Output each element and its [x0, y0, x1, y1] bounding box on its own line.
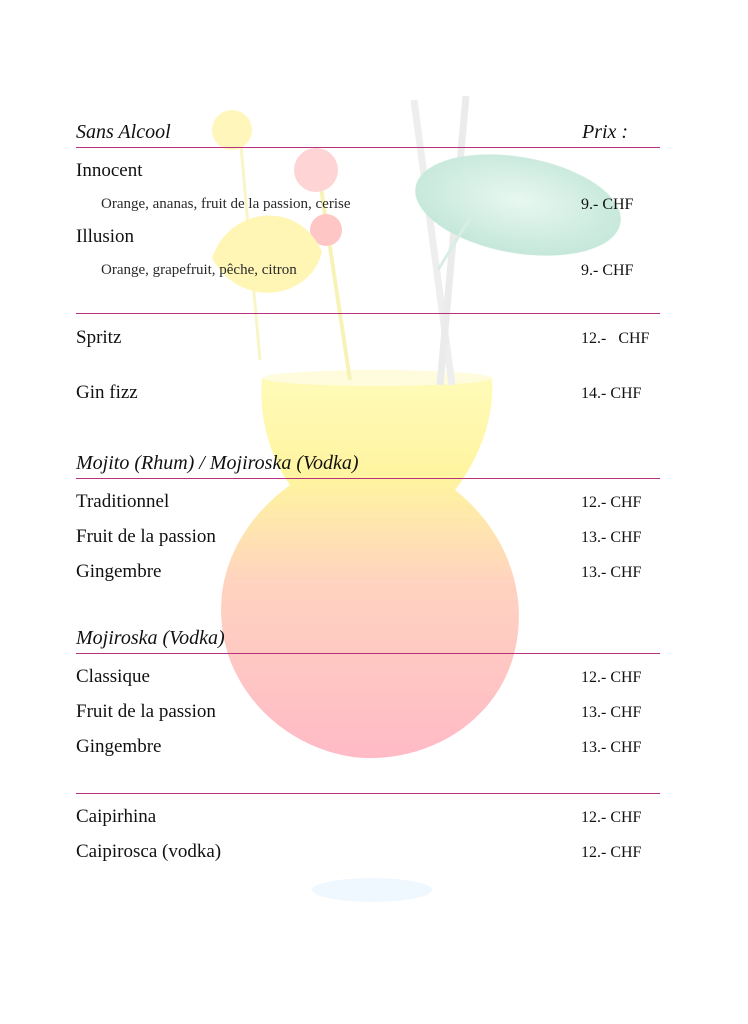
section-divider	[76, 793, 660, 794]
item-name: Caipirhina	[76, 806, 157, 827]
item-price: 13.- CHF	[581, 704, 642, 721]
item-price: 13.- CHF	[581, 739, 642, 756]
menu-item-illusion-details	[76, 260, 660, 286]
item-price: 12.- CHF	[581, 809, 642, 826]
item-price: 9.- CHF	[581, 196, 634, 213]
menu-item-fruit-de-la-passion	[76, 526, 660, 552]
item-name: Classique	[76, 666, 150, 687]
item-name: Caipirosca (vodka)	[76, 841, 222, 862]
section-title: Sans Alcool	[76, 121, 171, 143]
item-price: 12.- CHF	[581, 330, 650, 347]
section-header-mojito	[76, 450, 660, 479]
item-name: Fruit de la passion	[76, 701, 216, 722]
menu-item-caipirhina	[76, 806, 660, 832]
item-price: 12.- CHF	[581, 844, 642, 861]
section-title: Mojiroska (Vodka)	[76, 627, 225, 649]
item-description: Orange, grapefruit, pêche, citron	[101, 262, 297, 278]
menu-item-innocent	[76, 160, 660, 186]
section-divider	[76, 313, 660, 314]
item-price: 14.- CHF	[581, 385, 642, 402]
menu-item-caipirosca	[76, 841, 660, 867]
item-name: Gingembre	[76, 561, 162, 582]
item-name: Spritz	[76, 327, 122, 348]
menu-item-spritz	[76, 327, 660, 353]
menu-item-traditionnel	[76, 491, 660, 517]
menu-item-fruit-de-la-passion	[76, 701, 660, 727]
item-name: Illusion	[76, 226, 135, 247]
menu-item-illusion	[76, 226, 660, 252]
item-price: 9.- CHF	[581, 262, 634, 279]
item-name: Fruit de la passion	[76, 526, 216, 547]
item-name: Gingembre	[76, 736, 162, 757]
section-title: Mojito (Rhum) / Mojiroska (Vodka)	[76, 452, 359, 474]
section-header-sans-alcool	[76, 119, 660, 148]
menu-item-gin-fizz	[76, 382, 660, 408]
item-price: 12.- CHF	[581, 669, 642, 686]
item-name: Innocent	[76, 160, 143, 181]
menu-item-classique	[76, 666, 660, 692]
item-description: Orange, ananas, fruit de la passion, cerise	[101, 196, 351, 212]
price-column-header: Prix :	[582, 121, 629, 143]
section-header-mojiroska	[76, 625, 660, 654]
menu-item-gingembre	[76, 736, 660, 762]
menu-item-innocent-details	[76, 194, 660, 220]
item-name: Gin fizz	[76, 382, 138, 403]
item-price: 13.- CHF	[581, 564, 642, 581]
item-name: Traditionnel	[76, 491, 170, 512]
item-price: 13.- CHF	[581, 529, 642, 546]
item-price: 12.- CHF	[581, 494, 642, 511]
menu-item-gingembre	[76, 561, 660, 587]
